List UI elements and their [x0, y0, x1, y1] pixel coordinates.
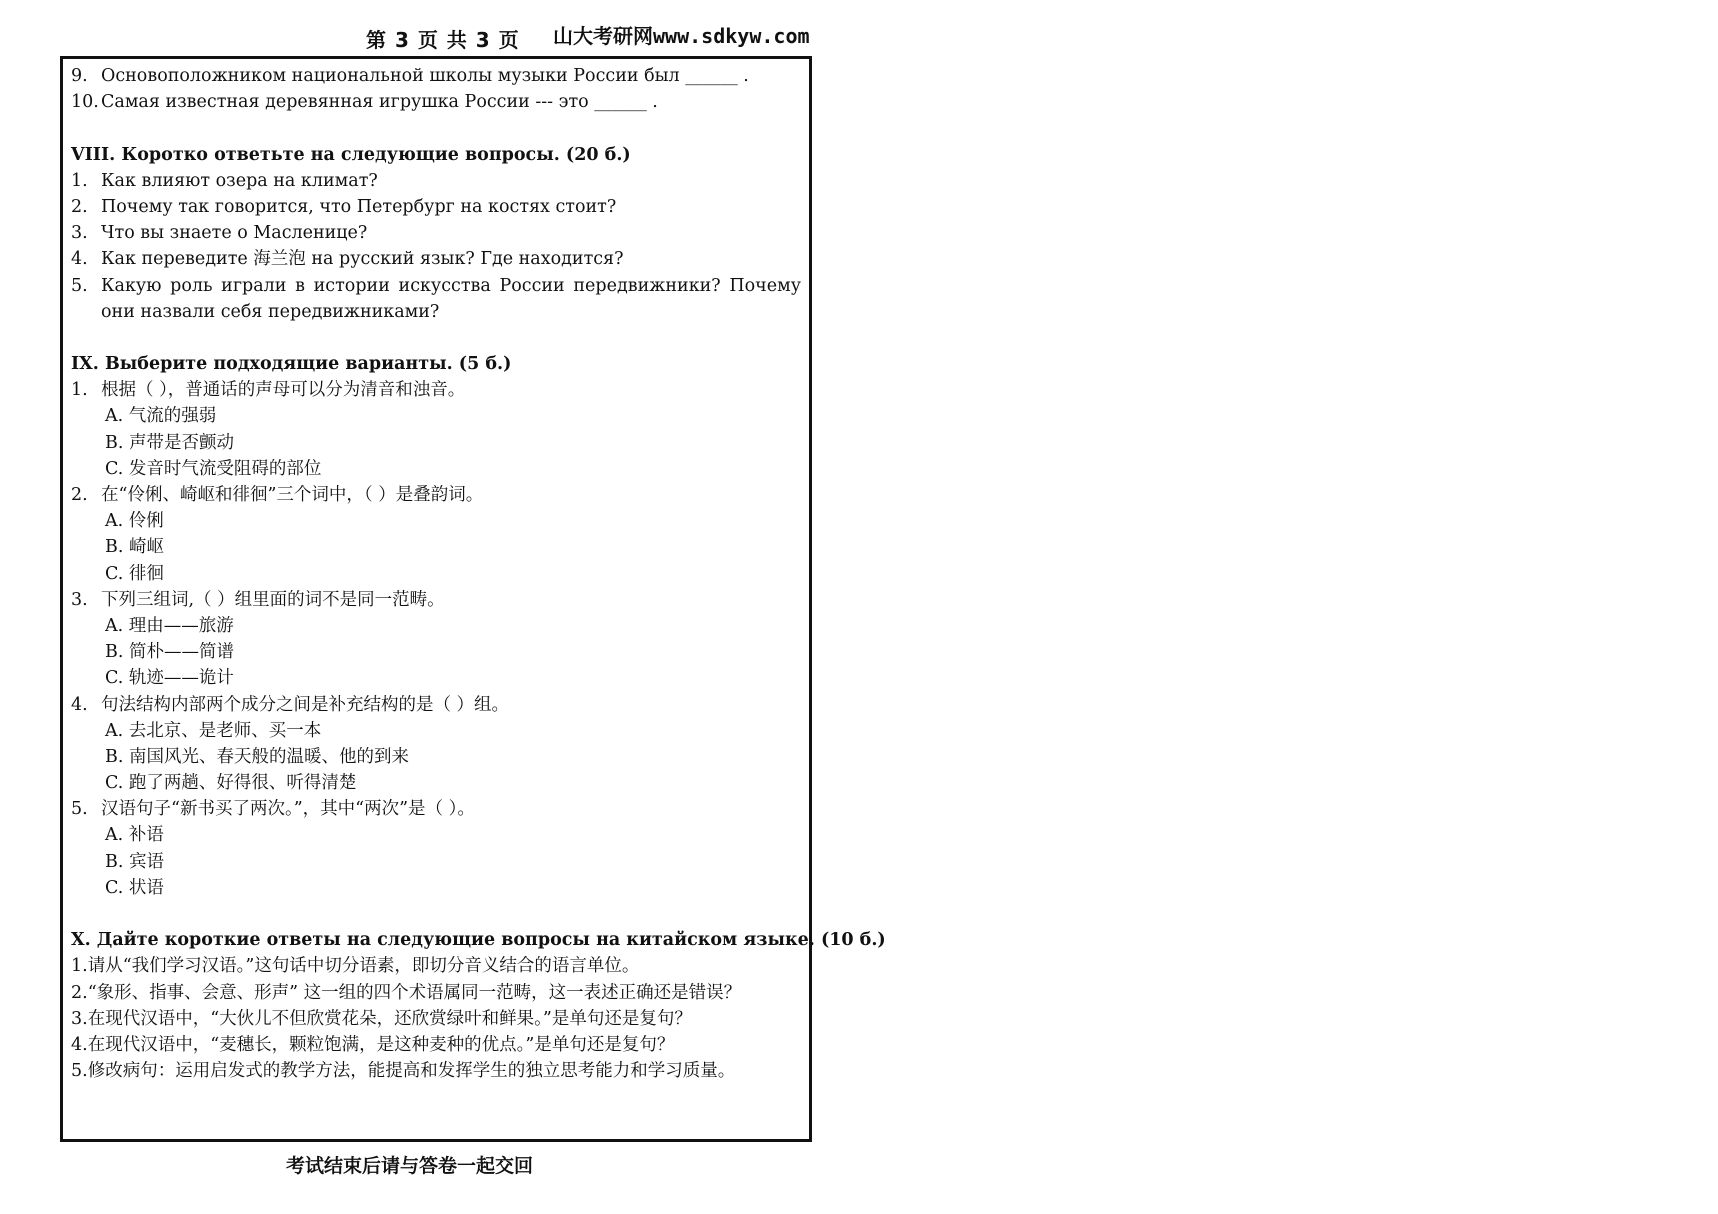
s10-question-1: 1.请从“我们学习汉语。”这句话中切分语素，即切分音义结合的语言单位。: [71, 956, 640, 977]
site-watermark: 山大考研网www.sdkyw.com: [553, 24, 810, 48]
option-c: C. 发音时气流受阻碍的部位: [105, 458, 322, 479]
option-b: B. 南国风光、春天般的温暖、他的到来: [105, 746, 409, 767]
question-number: 3.: [71, 223, 88, 244]
option-c: C. 跑了两趟、好得很、听得清楚: [105, 773, 357, 794]
section-9-title: IX. Выберите подходящие варианты. (5 б.): [71, 354, 512, 375]
s8-question-5: [71, 273, 801, 325]
option-b: B. 宾语: [105, 851, 164, 872]
s8-question-3: [71, 220, 801, 246]
option-a: A. 理由——旅游: [105, 615, 234, 636]
question-number: 4.: [71, 694, 88, 715]
option-a: A. 补语: [105, 825, 164, 846]
question-text: Что вы знаете о Масленице?: [101, 223, 368, 244]
continued-question-10: [71, 89, 801, 115]
question-text: Какую роль играли в истории искусства России передвижники? Почему они назвали себя передвижниками?: [101, 275, 801, 322]
s8-question-4: [71, 246, 801, 272]
option-c: C. 状语: [105, 877, 164, 898]
s10-question-4: 4.在现代汉语中，“麦穗长，颗粒饱满，是这种麦种的优点。”是单句还是复句？: [71, 1034, 675, 1055]
exam-content-frame: [60, 56, 886, 1142]
continued-question-9: [71, 63, 801, 89]
s8-question-1: [71, 168, 801, 194]
option-a: A. 伶俐: [105, 511, 164, 532]
question-text: Самая известная деревянная игрушка России --- это ______ .: [101, 92, 658, 113]
footer-note: 考试结束后请与答卷一起交回: [286, 1155, 534, 1177]
s8-question-2: [71, 194, 801, 220]
option-a: A. 去北京、是老师、买一本: [105, 720, 322, 741]
question-number: 4.: [71, 249, 88, 270]
option-c: C. 徘徊: [105, 563, 164, 584]
question-text: Основоположником национальной школы музыки России был ______ .: [101, 66, 749, 86]
s10-question-5: 5.修改病句：运用启发式的教学方法，能提高和发挥学生的独立思考能力和学习质量。: [71, 1061, 736, 1082]
question-number: 9.: [71, 66, 88, 86]
question-number: 2.: [71, 485, 88, 506]
question-text: Почему так говорится, что Петербург на костях стоит?: [101, 196, 617, 217]
s9-question-2: [71, 482, 801, 508]
section-8-title: VIII. Коротко ответьте на следующие вопросы. (20 б.): [71, 144, 631, 165]
question-text: 根据（ ），普通话的声母可以分为清音和浊音。: [101, 380, 466, 401]
question-number: 5.: [71, 799, 88, 820]
question-number: 5.: [71, 275, 88, 296]
s9-question-5: [71, 796, 801, 822]
s9-question-3: [71, 587, 801, 613]
question-number: 1.: [71, 380, 88, 401]
section-10-title: X. Дайте короткие ответы на следующие вопросы на китайском языке. (10 б.): [71, 930, 886, 951]
question-number: 2.: [71, 196, 88, 217]
question-number: 10.: [71, 92, 99, 113]
s9-question-1: [71, 377, 801, 403]
question-text: 在“伶俐、崎岖和徘徊”三个词中，（ ）是叠韵词。: [101, 485, 484, 506]
question-text: 句法结构内部两个成分之间是补充结构的是（ ）组。: [101, 694, 510, 715]
option-c: C. 轨迹——诡计: [105, 668, 234, 689]
option-a: A. 气流的强弱: [105, 406, 217, 427]
question-number: 3.: [71, 589, 88, 610]
question-text: Как влияют озера на климат?: [101, 170, 378, 191]
question-text: 汉语句子“新书买了两次。”，其中“两次”是（ ）。: [101, 799, 475, 820]
option-b: B. 崎岖: [105, 537, 164, 558]
question-number: 1.: [71, 170, 88, 191]
s9-question-4: [71, 692, 801, 718]
page-number: 第 3 页 共 3 页: [366, 28, 520, 52]
option-b: B. 简朴——简谱: [105, 642, 234, 663]
s10-question-2: 2.“象形、指事、会意、形声” 这一组的四个术语属同一范畴，这一表述正确还是错误？: [71, 982, 742, 1003]
question-text: Как переведите 海兰泡 на русский язык? Где находится?: [101, 249, 624, 270]
s10-question-3: 3.在现代汉语中，“大伙儿不但欣赏花朵，还欣赏绿叶和鲜果。”是单句还是复句？: [71, 1008, 692, 1029]
option-b: B. 声带是否颤动: [105, 432, 234, 453]
question-text: 下列三组词,（ ）组里面的词不是同一范畴。: [101, 589, 445, 610]
